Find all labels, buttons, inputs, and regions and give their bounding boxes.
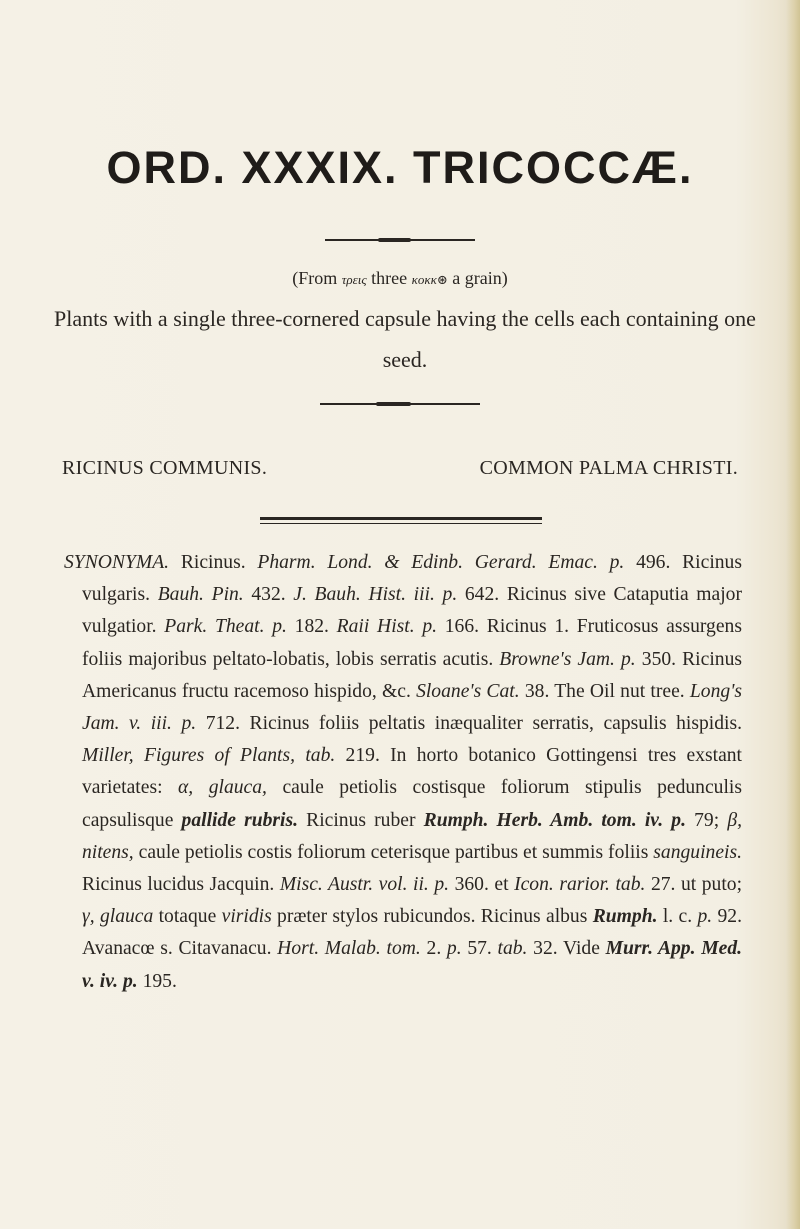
synonymy-text: l. c. <box>657 906 698 928</box>
etymology-note <box>0 268 800 289</box>
synonymy-text: 32. Vide <box>527 938 606 960</box>
synonymy-text: 350. Ricinus Americanus fructu racemoso hispido, &c. <box>82 648 742 702</box>
synonymy-citation: α, glauca, <box>178 777 267 799</box>
synonymy-citation: Rumph. <box>592 906 658 928</box>
synonymy-citation: viridis <box>221 906 272 928</box>
synonymy-citation: Miller, Figures of Plants, tab. <box>82 745 336 767</box>
synonymy-citation: Hort. Malab. tom. <box>277 938 421 960</box>
species-heading <box>62 457 738 480</box>
synonymy-citation: Long's Jam. v. iii. p. <box>82 680 743 735</box>
etymology-prefix: (From <box>292 268 338 288</box>
synonymy-citation: Icon. rarior. tab. <box>514 874 646 896</box>
synonymy-text: caule petiolis costis foliorum ceterisque partibus et summis foliis <box>133 841 654 863</box>
synonymy-paragraph <box>64 547 742 998</box>
synonymy-citation: Murr. App. Med. v. iv. p. <box>82 938 743 992</box>
synonymy-text: 27. ut puto; <box>645 874 743 896</box>
species-common-name: COMMON PALMA CHRISTI. <box>479 457 738 479</box>
synonymy-text: 712. Ricinus foliis peltatis inæqualiter serratis, capsulis hispidis. <box>196 713 742 735</box>
ornamental-rule <box>325 239 475 241</box>
synonymy-text: 360. et <box>449 874 515 896</box>
double-rule <box>260 517 542 524</box>
synonymy-citation: Pharm. Lond. & Edinb. Gerard. Emac. p. <box>257 552 625 573</box>
synonymy-citation: β, nitens, <box>82 809 742 863</box>
synonymy-citation: Misc. Austr. vol. ii. p. <box>279 874 450 896</box>
synonymy-text: totaque <box>153 906 222 928</box>
synonymy-text: caule petiolis costisque foliorum stipulis pedunculis capsulisque <box>82 777 742 831</box>
order-description: Plants with a single three-cornered capsule having the cells each containing one seed. <box>54 306 756 372</box>
synonymy-citation: Browne's Jam. p. <box>499 648 636 670</box>
order-heading: ORD. XXXIX. TRICOCCÆ. <box>106 142 694 193</box>
synonymy-citation: Sloane's Cat. <box>416 680 520 702</box>
greek-word-three: τρεις <box>341 272 367 287</box>
etymology-word-grain: a grain) <box>452 268 508 288</box>
species-latin-name: RICINUS COMMUNIS. <box>62 457 268 479</box>
synonymy-citation: tab. <box>497 938 528 960</box>
synonymy-citation: J. Bauh. Hist. iii. p. <box>293 584 458 606</box>
synonymy-text: præter stylos rubicundos. Ricinus albus <box>271 906 593 928</box>
etymology-word-three: three <box>371 268 408 288</box>
ornamental-rule <box>320 403 480 405</box>
synonymy-citation: sanguineis. <box>653 841 742 863</box>
synonymy-text: 642. Ricinus sive Cataputia major vulgatior. <box>82 584 742 638</box>
synonymy-text: 432. <box>243 584 294 606</box>
synonymy-text: 57. <box>461 938 498 960</box>
synonymy-text: Ricinus ruber <box>298 809 424 831</box>
greek-word-grain: κοκκ⊛ <box>411 272 448 287</box>
synonymy-citation: p. <box>697 906 713 928</box>
synonymy-text: 166. Ricinus 1. Fruticosus assurgens foliis majoribus peltato-lobatis, lobis serratis acutis. <box>82 616 742 670</box>
synonymy-text: 195. <box>137 970 177 992</box>
synonymy-citation: γ, glauca <box>82 906 154 928</box>
synonymy-text: 2. <box>420 938 447 960</box>
synonymy-text: Ricinus lucidus Jacquin. <box>82 874 280 896</box>
synonymy-citation: pallide rubris. <box>181 809 299 831</box>
synonymy-citation: Park. Theat. p. <box>164 616 287 638</box>
synonymy-text: 92. Avanacœ s. Citavanacu. <box>82 906 742 960</box>
synonymy-text: Ricinus. <box>169 552 258 573</box>
synonymy-text: 496. Ricinus vulgaris. <box>82 552 742 606</box>
synonymy-citation: SYNONYMA. <box>64 552 170 573</box>
synonymy-citation: Bauh. Pin. <box>157 584 244 606</box>
synonymy-text: 182. <box>286 616 337 638</box>
synonymy-citation: p. <box>446 938 462 960</box>
synonymy-text: 79; <box>686 809 728 831</box>
synonymy-text: 219. In horto botanico Gottingensi tres exstant varietates: <box>82 745 743 799</box>
synonymy-citation: Rumph. Herb. Amb. tom. iv. p. <box>423 809 686 831</box>
synonymy-text: 38. The Oil nut tree. <box>519 680 690 702</box>
synonymy-citation: Raii Hist. p. <box>336 616 438 638</box>
